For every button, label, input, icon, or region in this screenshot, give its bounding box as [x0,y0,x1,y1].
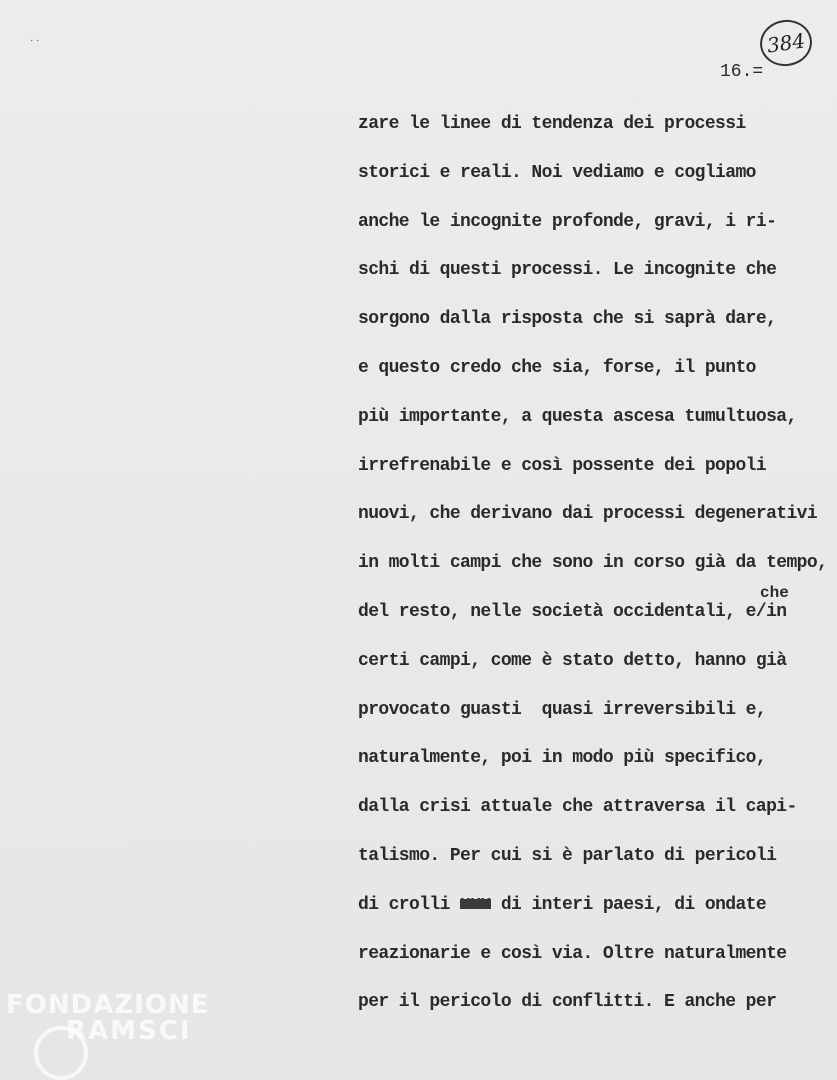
watermark [6,990,216,1046]
text-line: e questo credo che sia, forse, il punto [358,357,756,378]
text-line: sorgono dalla risposta che si saprà dare, [358,309,777,330]
watermark-line-1: FONDAZIONE [6,990,210,1020]
text-line: storici e reali. Noi vediamo e cogliamo [358,162,756,183]
text-line: più importante, a questa ascesa tumultuosa, [358,406,797,427]
text-line: anche le incognite profonde, gravi, i ri- [358,211,777,232]
text-line: zare le linee di tendenza dei processi [358,114,746,134]
text-line: provocato guasti quasi irreversibili e, [358,699,767,720]
text-line: reazionarie e così via. Oltre naturalmente [358,943,787,964]
text-line: per il pericolo di conflitti. E anche per [358,992,777,1013]
archive-number-circled [757,17,815,70]
paper-specks: · · [30,36,40,47]
text-line: del resto, nelle società occidentali, e/in [358,601,787,622]
text-segment: di crolli [358,894,450,915]
text-line: talismo. Per cui si è parlato di pericoli [358,845,777,866]
text-line: schi di questi processi. Le incognite che [358,260,777,281]
struck-out-word: xxx [460,894,491,914]
inserted-word: che [760,584,789,602]
text-line: nuovi, che derivano dai processi degenerativi [358,504,818,525]
archive-number: 384 [765,28,807,58]
typed-text-body [358,108,828,1035]
text-line: in molti campi che sono in corso già da tempo, [358,553,828,574]
text-line: dalla crisi attuale che attraversa il capi- [358,797,797,818]
text-line: irrefrenabile e così possente dei popoli [358,455,767,476]
page-number: 16.= [720,62,764,82]
text-line-with-strikeout [358,889,828,938]
watermark-line-2: RAMSCI [66,1016,192,1046]
text-line: certi campi, come è stato detto, hanno già [358,650,787,671]
text-segment: di interi paesi, di ondate [490,894,767,915]
text-line: naturalmente, poi in modo più specifico, [358,748,767,769]
